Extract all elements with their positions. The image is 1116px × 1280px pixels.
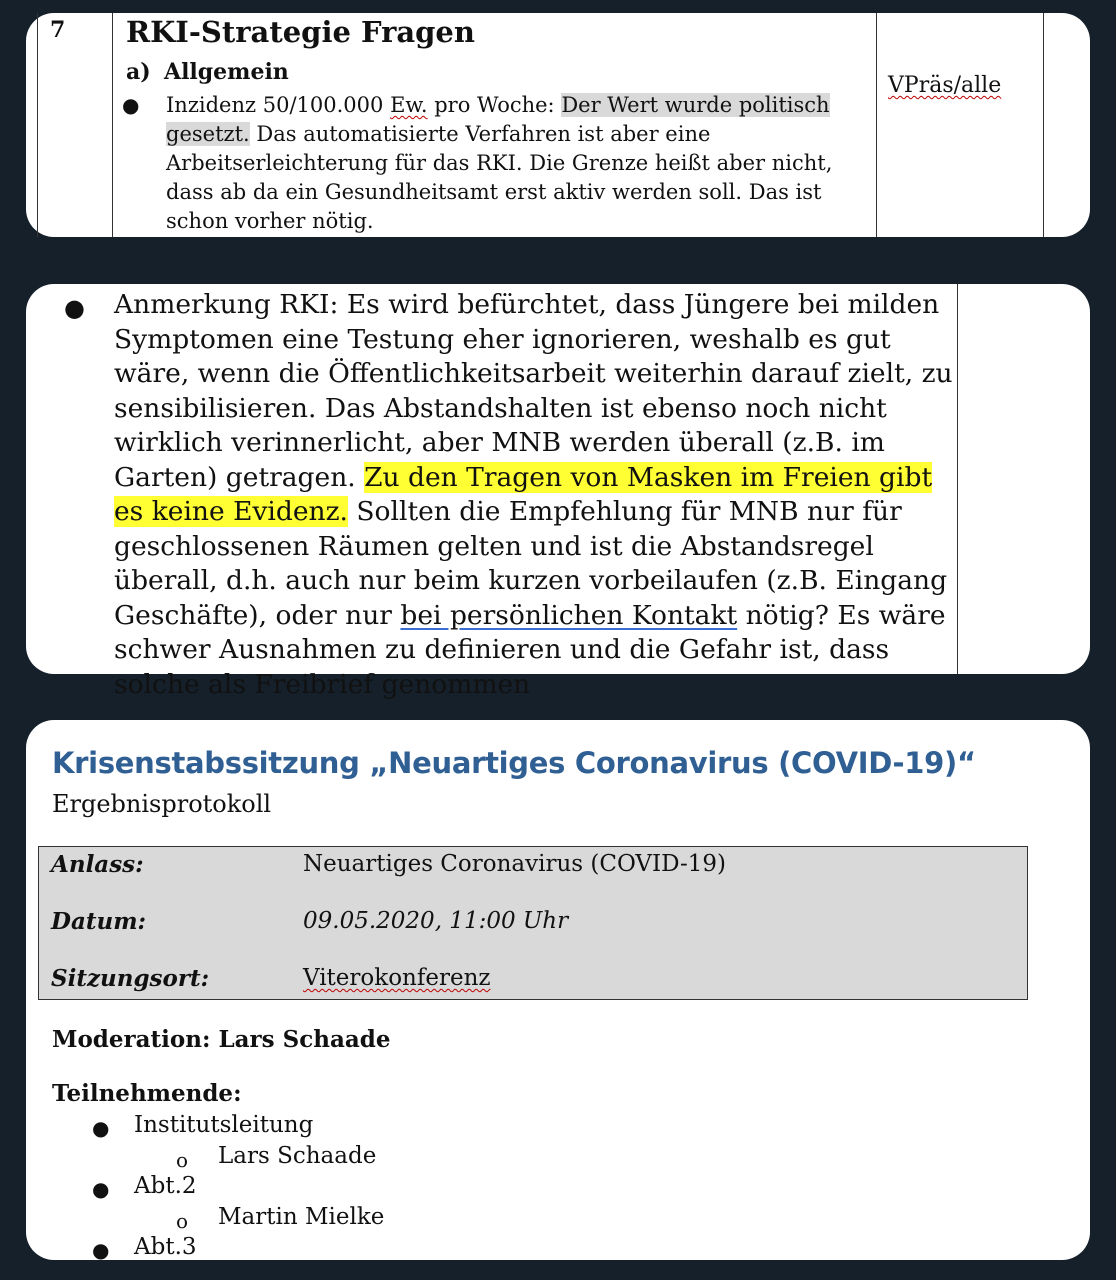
spellcheck-word: Ew.	[390, 93, 428, 117]
table-border-right	[957, 284, 958, 674]
item-number: 7	[50, 17, 66, 43]
meta-row	[39, 965, 1027, 1005]
table-border-left	[37, 13, 38, 237]
text-segment: Inzidenz 50/100.000	[166, 93, 391, 117]
bullet-icon: ●	[92, 1238, 110, 1262]
circle-bullet-icon: o	[176, 1209, 189, 1233]
table-border-number	[112, 13, 113, 237]
document-excerpt-strategy	[26, 13, 1090, 237]
meta-value: Neuartiges Coronavirus (COVID-19)	[303, 851, 726, 877]
text-segment: Das automatisierte Verfahren ist aber eine Arbeitserleichterung für das RKI. Die Grenze heißt aber nicht, dass ab da ein Gesundheitsamt erst aktiv werden soll. Das ist schon vorher nötig.	[166, 122, 833, 233]
text-segment: nötig? Es wäre schwer Ausnahmen zu definieren und die Gefahr ist, dass solche als Freibrief genommen	[114, 599, 946, 700]
table-border-right	[1043, 13, 1044, 237]
meta-row	[39, 851, 1027, 891]
participant-group: Institutsleitung	[134, 1112, 314, 1138]
bullet-icon: ●	[64, 294, 85, 322]
participant-group: Abt.3	[134, 1234, 197, 1260]
text-segment: Anmerkung RKI: Es wird befürchtet, dass Jüngere bei milden Symptomen eine Testung eher ignorieren, weshalb es gut wäre, wenn die Öffentlichkeitsarbeit weiterhin darauf zielt, zu sensibilisieren. Das Abstandshalten ist ebenso noch nicht wirklich verinnerlicht, aber MNB werden überall (z.B. im Garten) getragen.	[114, 289, 953, 493]
bullet-icon: ●	[92, 1116, 110, 1140]
highlighted-text: Der Wert wurde politisch gesetzt.	[166, 93, 830, 146]
bullet-icon: ●	[92, 1177, 110, 1201]
highlighted-text: Zu den Tragen von Masken im Freien gibt es keine Evidenz.	[114, 461, 933, 527]
meta-table	[38, 846, 1028, 1000]
comment-text	[114, 288, 954, 702]
circle-bullet-icon: o	[176, 1148, 189, 1172]
text-segment: pro Woche:	[427, 93, 562, 117]
subsection-heading	[126, 59, 289, 85]
meta-label: Datum:	[51, 908, 147, 935]
participants-heading: Teilnehmende:	[52, 1080, 242, 1107]
section-title: RKI-Strategie Fragen	[126, 15, 475, 49]
participant-member: Martin Mielke	[218, 1204, 385, 1230]
protocol-title: Krisenstabssitzung „Neuartiges Coronavirus (COVID-19)“	[52, 746, 976, 780]
subsection-label: a)	[126, 59, 151, 85]
participant-group: Abt.2	[134, 1173, 197, 1199]
table-border-responsible	[876, 13, 877, 237]
meta-row	[39, 908, 1027, 948]
text-segment: Sollten die Empfehlung für MNB nur für geschlossenen Räumen gelten und ist die Abstandsregel überall, d.h. auch nur beim kurzen vorbeilaufen (z.B. Eingang Geschäfte), oder nur	[114, 496, 948, 631]
subsection-title: Allgemein	[164, 59, 289, 85]
meta-label: Sitzungsort:	[51, 965, 210, 992]
meta-value: Viterokonferenz	[303, 965, 491, 991]
protocol-subtitle: Ergebnisprotokoll	[52, 790, 272, 818]
underlined-text: bei persönlichen Kontakt	[400, 599, 738, 631]
responsible-text: VPräs/alle	[888, 73, 1002, 98]
bullet-icon: ●	[122, 93, 140, 117]
participant-member: Lars Schaade	[218, 1143, 377, 1169]
bullet-text	[166, 91, 856, 236]
document-excerpt-comment	[26, 284, 1090, 700]
document-excerpt-protocol	[26, 720, 1090, 1260]
meta-value: 09.05.2020, 11:00 Uhr	[303, 908, 569, 934]
meta-label: Anlass:	[51, 851, 144, 878]
responsible-cell	[888, 73, 1001, 98]
moderation-line: Moderation: Lars Schaade	[52, 1026, 391, 1053]
